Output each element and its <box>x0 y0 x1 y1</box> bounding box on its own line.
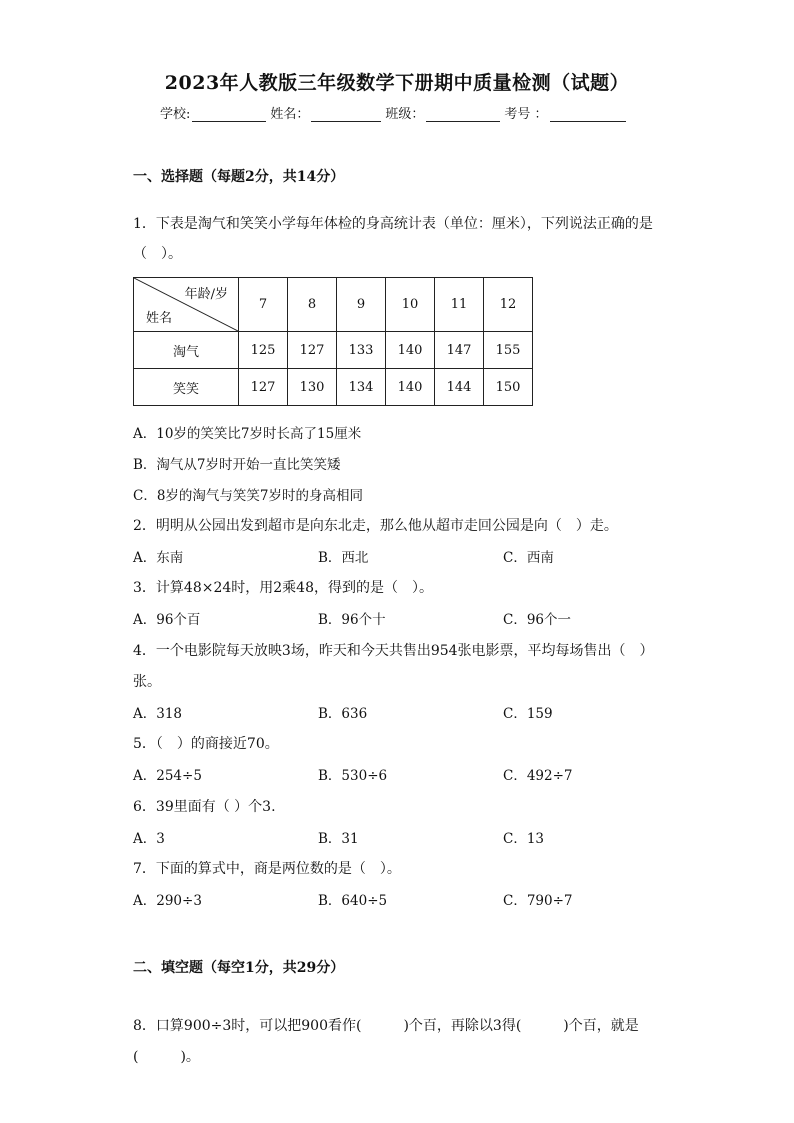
q5-option-c: C．492÷7 <box>503 768 573 784</box>
height-cell: 127 <box>288 332 337 369</box>
question-6-text: 6．39里面有（ ）个3. <box>133 799 276 815</box>
class-field[interactable] <box>426 107 500 122</box>
question-3-text: 3．计算48×24时，用2乘48，得到的是（ ）。 <box>133 580 433 596</box>
q4-option-a: A．318 <box>133 706 183 722</box>
q6-option-a: A．3 <box>133 831 165 847</box>
q6-option-b: B．31 <box>318 831 359 847</box>
age-cell: 8 <box>288 278 337 332</box>
height-cell: 134 <box>337 369 386 406</box>
question-8-text: 8．口算900÷3时，可以把900看作( )个百，再除以3得( )个百，就是 <box>133 1018 639 1034</box>
q3-option-b: B．96个十 <box>318 612 386 628</box>
number-field[interactable] <box>550 107 626 122</box>
age-cell: 11 <box>435 278 484 332</box>
height-cell: 127 <box>239 369 288 406</box>
q2-option-b: B．西北 <box>318 550 369 566</box>
table-row <box>134 332 533 369</box>
height-cell: 144 <box>435 369 484 406</box>
name-label: 姓名： <box>270 107 310 122</box>
q7-option-c: C．790÷7 <box>503 893 573 909</box>
name-field[interactable] <box>311 107 381 122</box>
row-name-cell: 淘气 <box>134 332 239 369</box>
school-label: 学校: <box>160 107 191 122</box>
page-title: 2023年人教版三年级数学下册期中质量检测（试题） <box>164 72 630 94</box>
q6-option-c: C．13 <box>503 831 545 847</box>
height-table <box>133 277 533 406</box>
table-header-row <box>134 278 533 332</box>
height-cell: 140 <box>386 369 435 406</box>
q1-option-a: A．10岁的笑笑比7岁时长高了15厘米 <box>133 426 362 442</box>
age-cell: 12 <box>484 278 533 332</box>
question-8-text-cont: ( )。 <box>133 1049 200 1065</box>
q1-option-c: C．8岁的淘气与笑笑7岁时的身高相同 <box>133 488 364 504</box>
q7-option-a: A．290÷3 <box>133 893 202 909</box>
q3-option-c: C．96个一 <box>503 612 572 628</box>
age-cell: 10 <box>386 278 435 332</box>
row-name-cell: 笑笑 <box>134 369 239 406</box>
age-cell: 7 <box>239 278 288 332</box>
height-cell: 140 <box>386 332 435 369</box>
question-2-text: 2．明明从公园出发到超市是向东北走，那么他从超市走回公园是向（ ）走。 <box>133 518 618 534</box>
table-corner-cell <box>134 278 239 332</box>
table-row <box>134 369 533 406</box>
q5-option-a: A．254÷5 <box>133 768 202 784</box>
height-cell: 147 <box>435 332 484 369</box>
q4-option-b: B．636 <box>318 706 368 722</box>
q5-option-b: B．530÷6 <box>318 768 388 784</box>
height-cell: 150 <box>484 369 533 406</box>
q4-option-c: C．159 <box>503 706 553 722</box>
q3-option-a: A．96个百 <box>133 612 201 628</box>
question-1-text: 1．下表是淘气和笑笑小学每年体检的身高统计表（单位：厘米），下列说法正确的是 <box>133 216 653 232</box>
student-info-line <box>160 103 630 122</box>
number-label: 考号 ： <box>504 107 548 122</box>
question-5-text: 5．（ ）的商接近70。 <box>133 736 279 752</box>
section-heading-fill: 二、填空题（每空1分，共29分） <box>133 960 345 976</box>
question-1-text-cont: （ ）。 <box>133 246 182 262</box>
height-cell: 125 <box>239 332 288 369</box>
q2-option-a: A．东南 <box>133 550 184 566</box>
class-label: 班级： <box>385 107 425 122</box>
age-header: 年龄/岁 <box>184 287 228 302</box>
height-cell: 130 <box>288 369 337 406</box>
name-header: 姓名 <box>146 311 173 326</box>
q1-option-b: B．淘气从7岁时开始一直比笑笑矮 <box>133 457 341 473</box>
height-cell: 133 <box>337 332 386 369</box>
q2-option-c: C．西南 <box>503 550 554 566</box>
question-4-text: 4．一个电影院每天放映3场，昨天和今天共售出954张电影票，平均每场售出（ ） <box>133 643 654 659</box>
question-4-text-cont: 张。 <box>133 674 161 690</box>
height-cell: 155 <box>484 332 533 369</box>
q7-option-b: B．640÷5 <box>318 893 388 909</box>
section-heading-choice: 一、选择题（每题2分，共14分） <box>133 169 345 185</box>
school-field[interactable] <box>192 107 266 122</box>
question-7-text: 7．下面的算式中，商是两位数的是（ ）。 <box>133 861 401 877</box>
age-cell: 9 <box>337 278 386 332</box>
